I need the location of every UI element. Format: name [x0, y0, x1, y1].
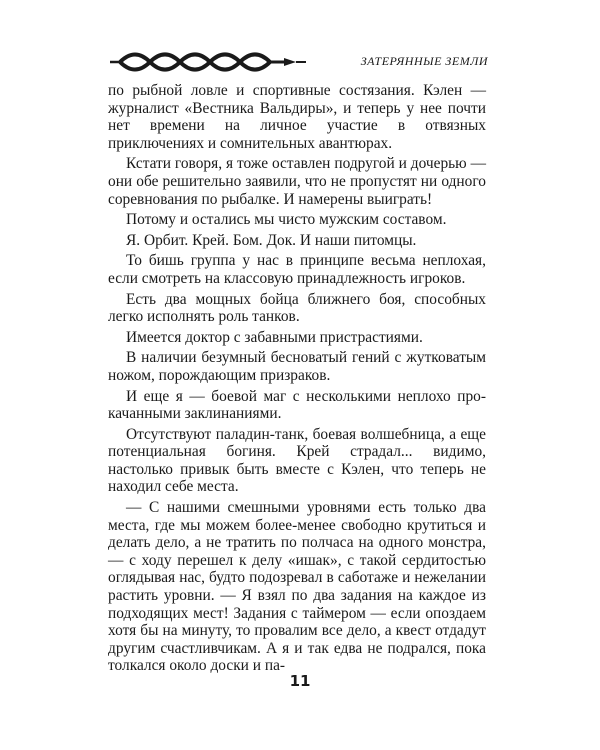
paragraph: И еще я — боевой маг с несколькими неплохо прокачанными заклинаниями. — [108, 387, 486, 423]
paragraph: Отсутствуют паладин-танк, боевая волшебница, а еще потенциальная богиня. Крей страдал... видимо, настолько привык быть вместе с Кэлен, что теперь не находил себе места. — [108, 425, 486, 496]
paragraph: Я. Орбит. Крей. Бом. Док. И наши питомцы. — [126, 231, 417, 249]
running-header — [108, 50, 488, 74]
body-text — [108, 82, 486, 678]
paragraph: Потому и остались мы чисто мужским составом. — [126, 211, 447, 229]
paragraph: — С нашими смешными уровнями есть только два места, где мы можем более-менее свободно крутиться и делать дело, а не тратить по полчаса на одного монстра, — с ходу перешел к делу «ишак», с такой сердитостью оглядывая нас, будто подозревал в саботаже и нежелании растить уровни. — Я взял по два задания на каждое из подходящих мест! Задания с таймером — если опоздаем хотя бы на минуту, то провалим все дело, а квест отдадут другим счастливчикам. А я и так едва не подрался, пока толкался около доски и па- — [108, 499, 486, 675]
paragraph-continued: по рыбной ловле и спортивные состязания. Кэлен — журналист «Вестника Вальдиры», и теперь у нее почти нет времени на личное участие в отвязных приключениях и сомнительных авантюрах. — [108, 82, 486, 152]
page-number: 11 — [289, 672, 311, 690]
paragraph: В наличии безумный бесноватый гений с жутковатым ножом, порождающим призраков. — [108, 349, 486, 384]
paragraph: Кстати говоря, я тоже оставлен подругой и дочерью — они обе решительно заявили, что не пропустят ни одного соревнования по рыбалке. И намерены выиграть! — [108, 155, 486, 208]
paragraph: То бишь группа у нас в принципе весьма неплохая, если смотреть на классовую принадлежность игроков. — [108, 252, 486, 287]
braided-rope-ornament-icon — [108, 50, 308, 74]
paragraph: Есть два мощных бойца ближнего боя, способных легко исполнять роль танков. — [108, 290, 486, 326]
paragraph: Имеется доктор с забавными пристрастиями. — [126, 328, 423, 346]
running-title: ЗАТЕРЯННЫЕ ЗЕМЛИ — [360, 54, 488, 68]
